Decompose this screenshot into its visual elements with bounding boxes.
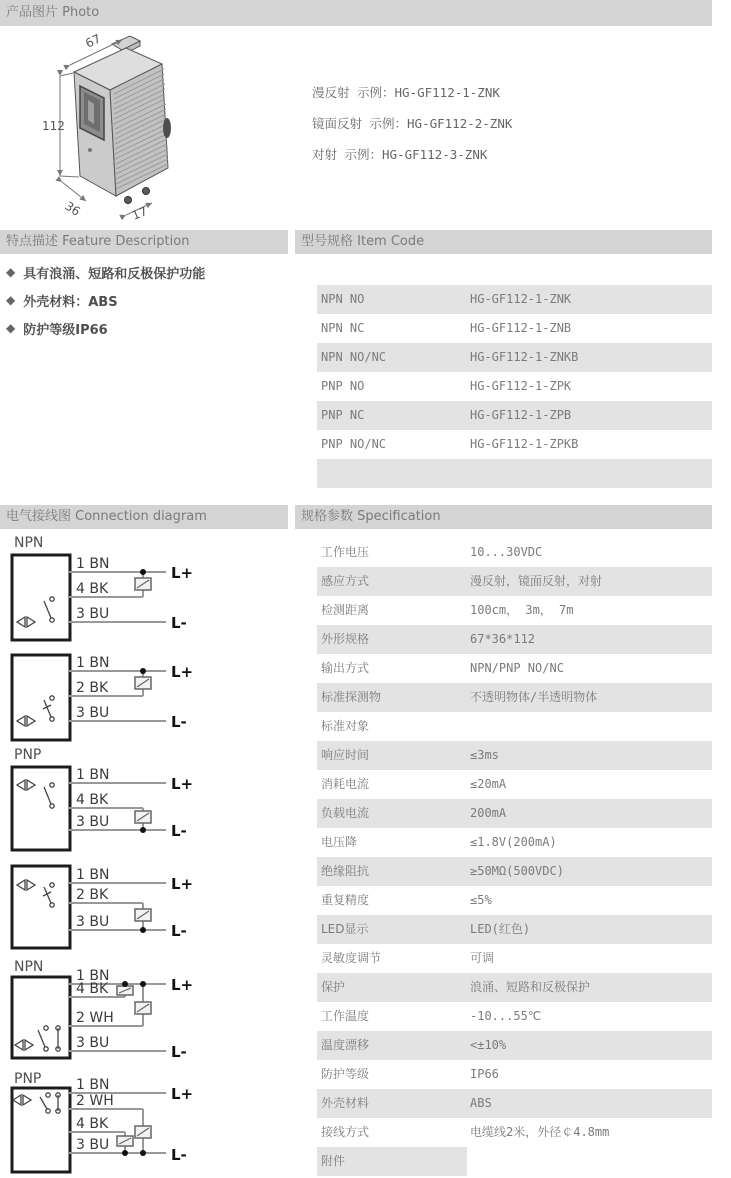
connection-diagram-pnp-no (8, 745, 228, 855)
spec-value: 10...30VDC (470, 545, 543, 559)
wire-label: 4 BK (76, 1116, 109, 1132)
wire-label: 2 BK (76, 887, 109, 903)
spec-value: 电缆线2米，外径￠4.8mm (470, 1125, 610, 1139)
spec-label: 工作电压 (321, 545, 370, 559)
dim-depth: 36 (62, 198, 83, 219)
wire-label: 3 BU (76, 1035, 110, 1051)
load-symbol (117, 986, 133, 995)
spec-row (317, 828, 712, 857)
spec-row (317, 538, 712, 567)
wire-label: 1 BN (76, 655, 110, 671)
spec-value: <±10% (470, 1038, 507, 1052)
connection-diagram-pnp-nonc (8, 1070, 228, 1178)
connection-diagram-pnp-nc (8, 860, 228, 952)
wire-label: 1 BN (76, 867, 110, 883)
wire-label: 4 BK (76, 581, 109, 597)
item-code-row (317, 430, 712, 459)
spec-label: 标准对象 (321, 719, 370, 733)
spec-value: ≤5% (470, 893, 492, 907)
item-code-row (317, 372, 712, 401)
spec-value: 漫反射，镜面反射，对射 (470, 574, 603, 588)
section-header-connection: 电气接线图 Connection diagram (0, 505, 288, 529)
spec-row (317, 799, 712, 828)
item-output-type: NPN NO/NC (321, 350, 387, 364)
spec-value: 可调 (470, 951, 495, 965)
spec-label: 灵敏度调节 (321, 951, 382, 965)
wire-label: 3 BU (76, 1137, 110, 1153)
item-output-type (317, 459, 467, 488)
item-output-type: PNP NO (321, 379, 365, 393)
wire-label: 2 WH (76, 1010, 114, 1026)
spec-value: ABS (470, 1096, 492, 1110)
diagram-type-label: NPN (14, 959, 44, 975)
dim-offset: 17 (129, 204, 150, 223)
item-code-row (317, 401, 712, 430)
spec-label: 标准探测物 (321, 690, 382, 704)
product-drawing (40, 28, 195, 226)
terminal-lminus: L- (171, 614, 187, 632)
spec-row (317, 1147, 712, 1176)
diamond-bullet-icon: ◆ (6, 265, 16, 279)
spec-row (317, 596, 712, 625)
section-header-photo: 产品图片 Photo (0, 0, 712, 26)
spec-label: 输出方式 (321, 661, 370, 675)
spec-label: 外形规格 (321, 632, 370, 646)
terminal-lplus: L+ (171, 875, 194, 893)
load-symbol (117, 1136, 133, 1146)
spec-row (317, 1002, 712, 1031)
spec-value: IP66 (470, 1067, 499, 1081)
sensor-box (12, 555, 70, 640)
spec-label: 附件 (317, 1147, 467, 1176)
item-code: HG-GF112-1-ZPKB (470, 437, 579, 451)
item-code: HG-GF112-1-ZNK (470, 292, 572, 306)
load-symbol (135, 1126, 151, 1138)
diagram-type-label: PNP (14, 1071, 42, 1087)
spec-row (317, 1118, 712, 1147)
load-symbol (135, 909, 151, 921)
spec-label: 重复精度 (321, 893, 370, 907)
item-code (467, 459, 712, 488)
spec-label: 消耗电流 (321, 777, 370, 791)
wire-label: 3 BU (76, 705, 110, 721)
dim-height: 112 (42, 119, 65, 133)
junction-dot (140, 981, 146, 987)
spec-value: 100cm， 3m， 7m (470, 603, 574, 617)
junction-dot (122, 981, 128, 987)
spec-value: 浪涌、短路和反极保护 (470, 980, 591, 994)
item-code-row (317, 459, 712, 488)
item-code: HG-GF112-1-ZPB (470, 408, 572, 422)
spec-row (317, 1060, 712, 1089)
spec-row (317, 857, 712, 886)
spec-label: 检测距离 (321, 603, 370, 617)
junction-dot (140, 569, 146, 575)
spec-value: ≥50MΩ(500VDC) (470, 864, 564, 878)
connection-diagram-npn-nonc (8, 958, 228, 1064)
connection-diagram-npn-no (8, 533, 228, 645)
terminal-lminus: L- (171, 1146, 187, 1164)
spec-label: 接线方式 (321, 1125, 370, 1139)
spec-label: 电压降 (321, 835, 358, 849)
sensor-box (12, 767, 70, 850)
feature-item (6, 258, 286, 286)
load-symbol (135, 811, 151, 823)
terminal-lplus: L+ (171, 775, 194, 793)
spec-value (467, 712, 712, 741)
spec-row (317, 625, 712, 654)
feature-item (6, 286, 286, 314)
spec-value: -10...55℃ (470, 1009, 542, 1023)
spec-value: 200mA (470, 806, 507, 820)
terminal-lminus: L- (171, 1043, 187, 1061)
wire-label: 1 BN (76, 556, 110, 572)
feature-list (6, 258, 286, 342)
wire-label: 1 BN (76, 767, 110, 783)
spec-label: 保护 (321, 980, 346, 994)
item-output-type: PNP NC (321, 408, 365, 422)
screw-post (125, 197, 132, 204)
spec-value: ≤20mA (470, 777, 507, 791)
sensor-box (12, 866, 70, 948)
spec-row (317, 973, 712, 1002)
junction-dot (122, 1150, 128, 1156)
lens-highlight (88, 100, 94, 124)
dim-line-depth (62, 182, 86, 201)
terminal-lminus: L- (171, 822, 187, 840)
screw-post (143, 188, 150, 195)
diagram-type-label: NPN (14, 535, 44, 551)
feature-text: 具有浪涌、短路和反极保护功能 (23, 266, 206, 282)
spec-label: 工作温度 (321, 1009, 370, 1023)
item-code-table (317, 285, 712, 488)
terminal-lplus: L+ (171, 1085, 194, 1103)
led-indicator (88, 148, 92, 152)
spec-row (317, 741, 712, 770)
spec-value: ≤1.8V(200mA) (470, 835, 557, 849)
item-code: HG-GF112-1-ZNKB (470, 350, 579, 364)
diamond-bullet-icon: ◆ (6, 321, 16, 335)
spec-row (317, 1031, 712, 1060)
spec-value: LED(红色) (470, 922, 531, 936)
load-symbol (135, 677, 151, 689)
spec-value: 67*36*112 (470, 632, 536, 646)
item-code-row (317, 314, 712, 343)
spec-row (317, 654, 712, 683)
wire-label: 1 BN (76, 1077, 110, 1093)
connection-diagram-npn-nc (8, 650, 228, 742)
spec-label: 感应方式 (321, 574, 370, 588)
wire-label: 3 BU (76, 814, 110, 830)
example-throughbeam: 对射 示例：HG-GF112-3-ZNK (312, 147, 488, 162)
example-diffuse: 漫反射 示例：HG-GF112-1-ZNK (312, 85, 500, 100)
spec-row (317, 944, 712, 973)
item-code-row (317, 285, 712, 314)
spec-label: LED显示 (321, 922, 369, 936)
load-symbol (135, 1002, 151, 1014)
spec-label: 响应时间 (321, 748, 370, 762)
load-symbol (135, 578, 151, 590)
feature-text: 防护等级IP66 (23, 322, 108, 338)
wire-label: 1 BN (76, 968, 110, 984)
wire-label: 3 BU (76, 914, 110, 930)
section-header-specification: 规格参数 Specification (295, 505, 712, 529)
spec-row (317, 770, 712, 799)
terminal-lplus: L+ (171, 564, 194, 582)
feature-item (6, 314, 286, 342)
item-output-type: NPN NC (321, 321, 365, 335)
spec-label: 外壳材料 (321, 1096, 370, 1110)
sensor-box (12, 655, 70, 740)
spec-row (317, 886, 712, 915)
spec-value: ≤3ms (470, 748, 499, 762)
item-output-type: NPN NO (321, 292, 365, 306)
terminal-lplus: L+ (171, 663, 194, 681)
diamond-bullet-icon: ◆ (6, 293, 16, 307)
section-header-features: 特点描述 Feature Description (0, 230, 288, 254)
terminal-lplus: L+ (171, 976, 194, 994)
spec-row (317, 1089, 712, 1118)
spec-label: 温度漂移 (321, 1038, 370, 1052)
item-code: HG-GF112-1-ZNB (470, 321, 572, 335)
spec-label: 防护等级 (321, 1067, 370, 1081)
wire-label: 2 BK (76, 680, 109, 696)
spec-value: 不透明物体/半透明物体 (470, 690, 598, 704)
spec-row (317, 915, 712, 944)
spec-label: 负载电流 (321, 806, 370, 820)
adjuster-knob (163, 118, 171, 138)
spec-row (317, 683, 712, 712)
item-code: HG-GF112-1-ZPK (470, 379, 572, 393)
spec-label: 绝缘阻抗 (321, 864, 370, 878)
terminal-lminus: L- (171, 713, 187, 731)
section-header-item-code: 型号规格 Item Code (295, 230, 712, 254)
junction-dot (140, 668, 146, 674)
terminal-lminus: L- (171, 922, 187, 940)
spec-value: NPN/PNP NO/NC (470, 661, 564, 675)
spec-row (317, 712, 712, 741)
example-retroreflective: 镜面反射 示例：HG-GF112-2-ZNK (312, 116, 513, 131)
sensor-box (12, 977, 70, 1058)
spec-row (317, 567, 712, 596)
spec-value (467, 1147, 712, 1176)
diagram-type-label: PNP (14, 747, 42, 763)
dim-width: 67 (83, 31, 104, 51)
wire-label: 4 BK (76, 981, 109, 997)
junction-dot (140, 827, 146, 833)
junction-dot (140, 1150, 146, 1156)
junction-dot (140, 927, 146, 933)
wire-label: 4 BK (76, 792, 109, 808)
specification-table (317, 538, 712, 1176)
wire-label: 3 BU (76, 606, 110, 622)
item-code-row (317, 343, 712, 372)
item-output-type: PNP NO/NC (321, 437, 387, 451)
feature-text: 外壳材料：ABS (23, 294, 118, 310)
wire-label: 2 WH (76, 1093, 114, 1109)
